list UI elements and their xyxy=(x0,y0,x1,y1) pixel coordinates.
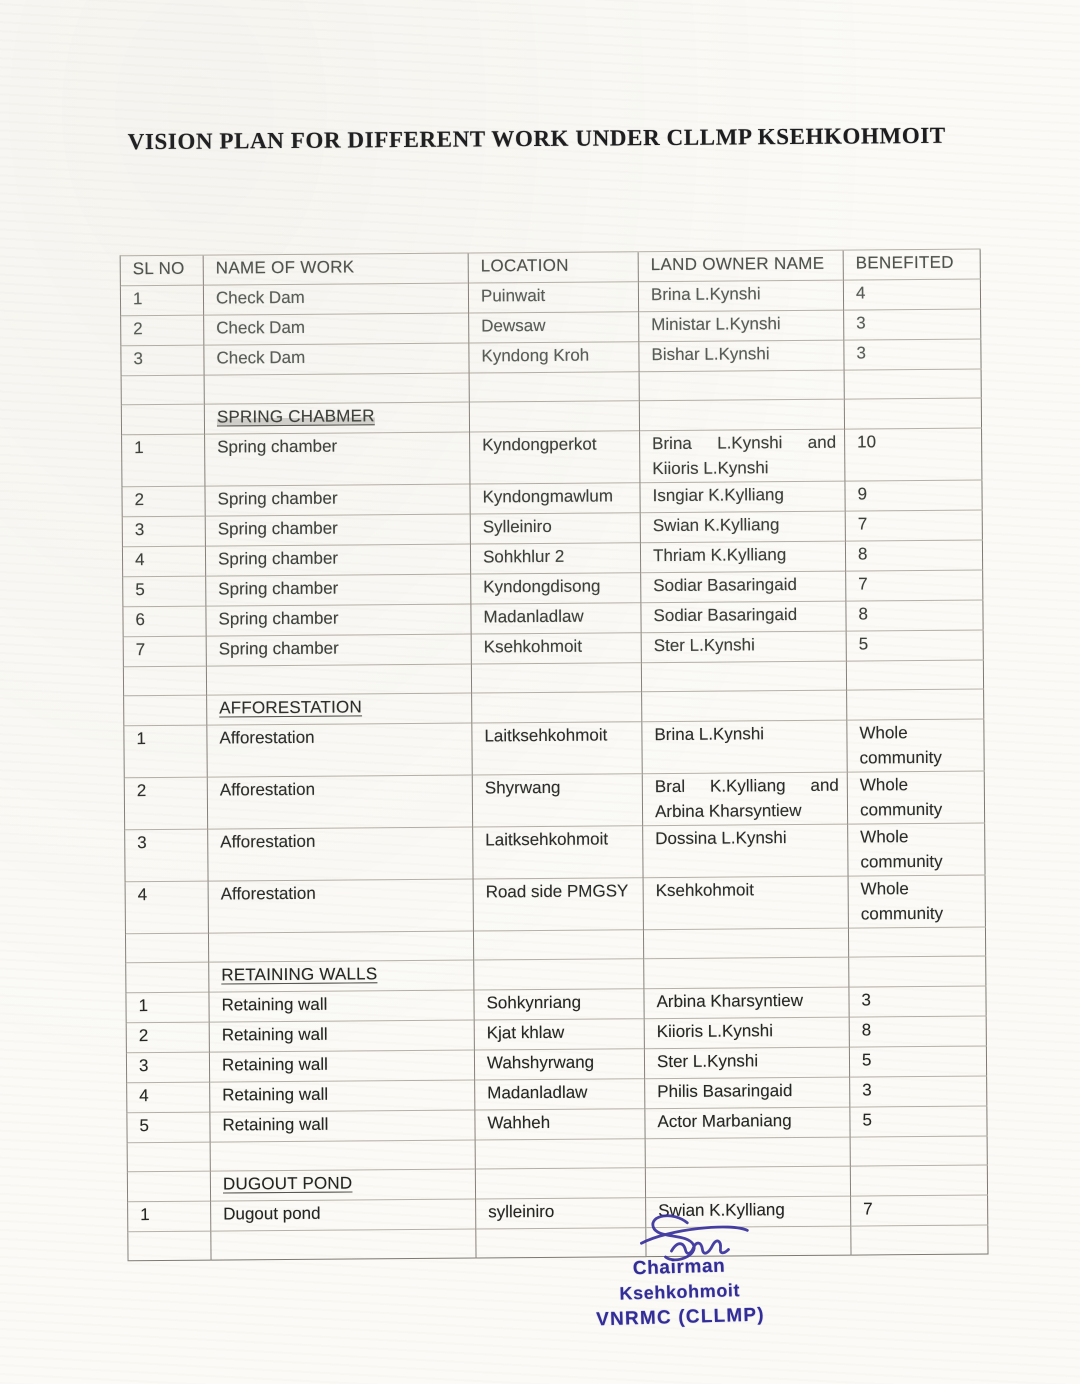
cell-slno: 3 xyxy=(126,1052,209,1083)
cell-work: Afforestation xyxy=(208,827,473,881)
blank-cell xyxy=(850,1136,987,1166)
cell-owner: Actor Marbaniang xyxy=(645,1107,850,1139)
cell-benefited xyxy=(843,279,980,310)
blank-cell xyxy=(474,959,644,990)
cell-location: Dewsaw xyxy=(469,312,639,343)
cell-slno: 2 xyxy=(121,315,204,346)
blank-cell xyxy=(645,1137,850,1168)
cell-benefited xyxy=(845,540,982,571)
cell-slno: 2 xyxy=(122,486,205,517)
section-heading: RETAINING WALLS xyxy=(221,964,378,985)
cell-location: sylleiniro xyxy=(476,1198,646,1229)
signature-handwriting xyxy=(613,1208,763,1271)
blank-cell xyxy=(125,933,208,963)
benefited-value: Whole community xyxy=(859,723,942,767)
cell-section-heading xyxy=(207,693,472,725)
cell-owner: Ministar L.Kynshi xyxy=(639,310,844,342)
cell-benefited xyxy=(851,1195,988,1226)
table-row xyxy=(124,719,984,778)
column-header-slno: SL NO xyxy=(120,255,203,286)
cell-work: Spring chamber xyxy=(206,634,471,666)
cell-owner: Bral K.Kylliang and Arbina Kharsyntiew xyxy=(642,772,847,826)
blank-cell xyxy=(123,666,206,696)
cell-work: Spring chamber xyxy=(205,432,470,486)
section-heading: AFFORESTATION xyxy=(219,697,362,718)
benefited-value: 3 xyxy=(856,343,866,363)
benefited-value: 9 xyxy=(857,484,868,504)
cell-slno: 4 xyxy=(127,1082,210,1113)
blank-cell xyxy=(851,1225,988,1255)
cell-owner: Swian K.Kylliang xyxy=(640,511,845,543)
cell-location: Kyndongmawlum xyxy=(470,483,640,514)
blank-cell xyxy=(127,1142,210,1172)
table-row xyxy=(125,823,985,882)
cell-owner: Ksehkohmoit xyxy=(643,876,848,930)
benefited-value: 5 xyxy=(862,1110,873,1130)
cell-work: Spring chamber xyxy=(206,604,471,636)
blank-cell xyxy=(644,957,849,989)
cell-slno: 3 xyxy=(125,829,208,882)
cell-benefited xyxy=(848,823,985,876)
blank-cell xyxy=(206,664,471,695)
cell-work: Spring chamber xyxy=(205,544,470,576)
cell-owner: Ster L.Kynshi xyxy=(644,1047,849,1079)
table-row xyxy=(122,428,982,487)
benefited-value: Whole community xyxy=(860,879,944,923)
blank-cell xyxy=(127,1171,210,1202)
column-header-benefited: BENEFITED xyxy=(843,249,980,280)
cell-slno: 1 xyxy=(126,992,209,1023)
benefited-value: Whole community xyxy=(859,775,943,819)
cell-benefited xyxy=(849,1016,986,1047)
blank-cell xyxy=(126,962,209,993)
benefited-value: 3 xyxy=(862,1080,872,1100)
cell-owner: Brina L.Kynshi xyxy=(642,720,847,774)
cell-work: Retaining wall xyxy=(209,1020,474,1052)
cell-owner: Sodiar Basaringaid xyxy=(641,601,846,633)
cell-work: Retaining wall xyxy=(209,1050,474,1082)
blank-cell xyxy=(844,398,981,429)
cell-slno: 5 xyxy=(123,576,206,607)
cell-owner: Thriam K.Kylliang xyxy=(640,541,845,573)
cell-work: Afforestation xyxy=(207,723,472,777)
cell-benefited xyxy=(847,719,984,772)
stamp-line-committee: VNRMC (CLLMP) xyxy=(595,1304,766,1331)
blank-cell xyxy=(121,375,204,405)
cell-work: Afforestation xyxy=(207,775,472,829)
table-row xyxy=(125,875,985,934)
cell-benefited xyxy=(850,1106,987,1137)
cell-slno: 5 xyxy=(127,1112,210,1143)
blank-cell xyxy=(639,399,844,431)
cell-slno: 2 xyxy=(126,1022,209,1053)
blank-cell xyxy=(472,692,642,723)
benefited-value: 7 xyxy=(858,574,868,594)
table-row xyxy=(124,771,984,830)
stamp-line-chairman: Chairman xyxy=(632,1255,726,1280)
cell-benefited xyxy=(849,1046,986,1077)
benefited-value: 7 xyxy=(863,1199,873,1219)
cell-slno: 3 xyxy=(122,516,205,547)
blank-row xyxy=(128,1225,988,1261)
cell-benefited xyxy=(846,630,983,661)
cell-owner: Sodiar Basaringaid xyxy=(641,571,846,603)
cell-location: Madanladlaw xyxy=(475,1079,645,1110)
document-title: VISION PLAN FOR DIFFERENT WORK UNDER CLLMP KSEHKOHMOIT xyxy=(127,122,946,155)
cell-owner: Ster L.Kynshi xyxy=(641,631,846,663)
blank-cell xyxy=(475,1168,645,1199)
cell-location: Sohkhlur 2 xyxy=(470,543,640,574)
benefited-value: 10 xyxy=(857,432,877,452)
vision-plan-table xyxy=(120,249,989,1262)
cell-slno: 1 xyxy=(124,725,207,778)
benefited-value: Whole community xyxy=(860,827,943,871)
cell-work: Retaining wall xyxy=(209,990,474,1022)
cell-work: Spring chamber xyxy=(206,574,471,606)
cell-location: Wahheh xyxy=(475,1109,645,1140)
cell-work: Spring chamber xyxy=(205,484,470,516)
cell-work: Check Dam xyxy=(203,283,468,315)
cell-benefited xyxy=(847,771,984,824)
blank-cell xyxy=(128,1231,211,1261)
blank-cell xyxy=(469,401,639,432)
cell-work: Check Dam xyxy=(204,313,469,345)
cell-owner: Bishar L.Kynshi xyxy=(639,340,844,372)
cell-work: Spring chamber xyxy=(205,514,470,546)
column-header-name-of-work: NAME OF WORK xyxy=(203,253,468,285)
cell-owner: Brina L.Kynshi xyxy=(638,280,843,312)
cell-location: Kyndongperkot xyxy=(470,431,640,484)
blank-cell xyxy=(204,373,469,404)
benefited-value: 3 xyxy=(861,990,872,1010)
blank-cell xyxy=(210,1140,475,1171)
cell-benefited xyxy=(845,428,982,481)
benefited-value: 5 xyxy=(861,1050,872,1070)
cell-benefited xyxy=(850,1076,987,1107)
blank-cell xyxy=(639,370,844,401)
blank-cell xyxy=(645,1166,850,1198)
blank-cell xyxy=(471,663,641,693)
cell-section-heading xyxy=(204,402,469,434)
blank-cell xyxy=(121,404,204,435)
cell-owner: Swian K.Kylliang xyxy=(646,1196,851,1228)
blank-cell xyxy=(846,660,983,690)
cell-section-heading xyxy=(210,1169,475,1201)
blank-cell xyxy=(211,1229,476,1260)
cell-location: Kjat khlaw xyxy=(474,1019,644,1050)
benefited-value: 5 xyxy=(858,634,869,654)
cell-location: Road side PMGSY xyxy=(473,878,643,931)
cell-slno: 4 xyxy=(125,881,208,934)
cell-location: Puinwait xyxy=(468,282,638,313)
cell-location: Ksehkohmoit xyxy=(471,633,641,664)
cell-benefited xyxy=(844,309,981,340)
cell-benefited xyxy=(845,510,982,541)
blank-cell xyxy=(848,927,985,957)
cell-owner: Isngiar K.Kylliang xyxy=(640,481,845,513)
benefited-value: 7 xyxy=(857,514,868,534)
cell-location: Kyndongdisong xyxy=(471,573,641,604)
section-heading: DUGOUT POND xyxy=(222,1173,353,1194)
cell-owner: Kiioris L.Kynshi xyxy=(644,1017,849,1049)
cell-slno: 2 xyxy=(124,777,207,830)
cell-owner: Arbina Kharsyntiew xyxy=(644,987,849,1019)
blank-cell xyxy=(849,956,986,987)
cell-benefited xyxy=(849,986,986,1017)
cell-slno: 6 xyxy=(123,606,206,637)
blank-cell xyxy=(208,931,473,962)
benefited-value: 4 xyxy=(855,283,866,303)
cell-work: Afforestation xyxy=(208,879,473,933)
cell-slno: 7 xyxy=(123,636,206,667)
blank-cell xyxy=(473,930,643,960)
cell-benefited xyxy=(848,875,985,928)
cell-section-heading xyxy=(209,960,474,992)
benefited-value: 8 xyxy=(857,544,868,564)
cell-location: Shyrwang xyxy=(472,774,642,827)
cell-work: Retaining wall xyxy=(210,1110,475,1142)
cell-work: Retaining wall xyxy=(210,1080,475,1112)
cell-slno: 1 xyxy=(128,1201,211,1232)
cell-slno: 3 xyxy=(121,345,204,376)
benefited-value: 3 xyxy=(856,313,866,333)
blank-cell xyxy=(124,695,207,726)
cell-work: Dugout pond xyxy=(211,1199,476,1231)
cell-owner: Dossina L.Kynshi xyxy=(643,824,848,878)
column-header-location: LOCATION xyxy=(468,252,638,283)
cell-slno: 4 xyxy=(122,546,205,577)
cell-slno: 1 xyxy=(120,285,203,316)
blank-cell xyxy=(643,928,848,959)
benefited-value: 8 xyxy=(861,1020,872,1040)
section-heading: SPRING CHABMER xyxy=(216,406,375,427)
stamp-line-village: Ksehkohmoit xyxy=(619,1280,741,1304)
cell-location: Sylleiniro xyxy=(470,513,640,544)
blank-cell xyxy=(850,1165,987,1196)
cell-location: Sohkynriang xyxy=(474,989,644,1020)
cell-owner: Philis Basaringaid xyxy=(645,1077,850,1109)
cell-benefited xyxy=(844,339,981,370)
cell-location: Laitksehkohmoit xyxy=(473,826,643,879)
cell-location: Wahshyrwang xyxy=(474,1049,644,1080)
cell-benefited xyxy=(846,600,983,631)
cell-work: Check Dam xyxy=(204,343,469,375)
cell-slno: 1 xyxy=(122,434,205,487)
blank-cell xyxy=(469,372,639,402)
blank-cell xyxy=(475,1139,645,1169)
benefited-value: 8 xyxy=(858,604,869,624)
cell-benefited xyxy=(845,480,982,511)
cell-owner: Brina L.Kynshi and Kiioris L.Kynshi xyxy=(640,429,845,483)
blank-cell xyxy=(844,369,981,399)
cell-location: Madanladlaw xyxy=(471,603,641,634)
blank-cell xyxy=(847,689,984,720)
blank-cell xyxy=(641,661,846,692)
cell-location: Kyndong Kroh xyxy=(469,342,639,373)
table-body xyxy=(120,279,988,1261)
column-header-land-owner: LAND OWNER NAME xyxy=(638,250,843,282)
blank-cell xyxy=(642,690,847,722)
cell-benefited xyxy=(846,570,983,601)
cell-location: Laitksehkohmoit xyxy=(472,722,642,775)
